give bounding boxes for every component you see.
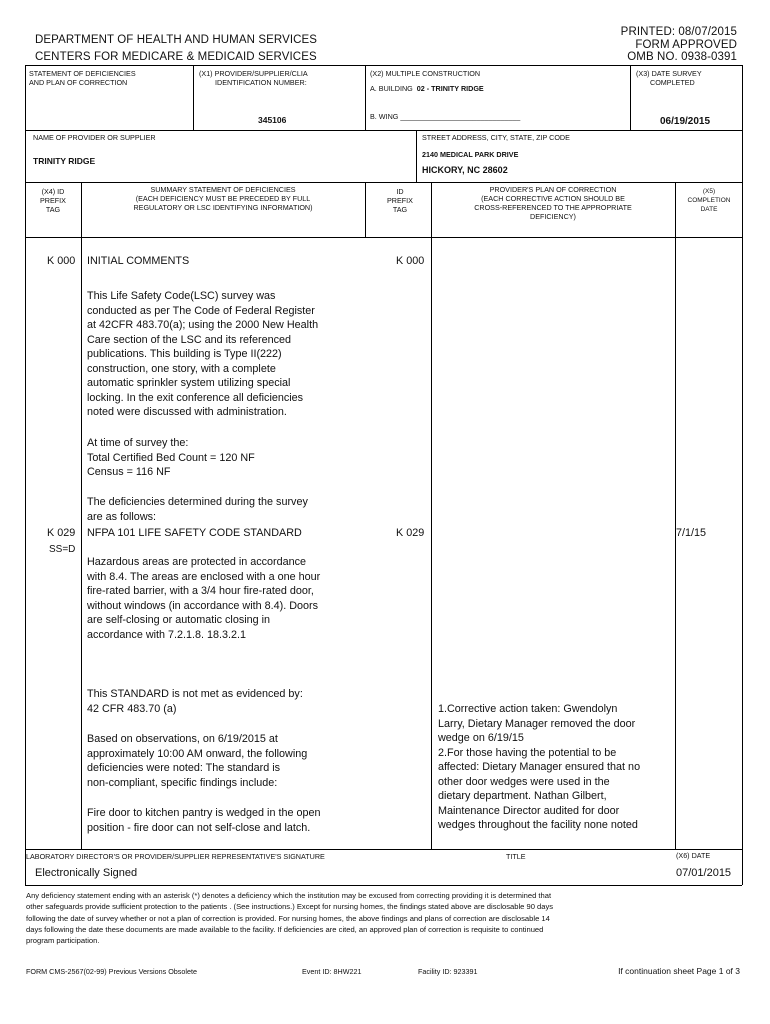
survey-date: 06/19/2015	[660, 116, 711, 127]
x5-header	[676, 187, 742, 214]
building-value: 02 - TRINITY RIDGE	[416, 84, 484, 93]
x1-label-1: (X1) PROVIDER/SUPPLIER/CLIA	[199, 69, 308, 78]
printed-date: PRINTED: 08/07/2015	[620, 26, 737, 38]
k000-tag-right: K 000	[396, 255, 425, 267]
text-line: accordance with 7.2.1.8. 18.3.2.1	[87, 628, 247, 641]
text-line: fire-rated barrier, with a 3/4 hour fire-rated door,	[87, 585, 314, 597]
continuation-page: If continuation sheet Page 1 of 3	[618, 966, 740, 976]
summary-header-line-3: REGULATORY OR LSC IDENTIFYING INFORMATION)	[133, 203, 313, 212]
text-line: automatic sprinkler system utilizing special	[87, 377, 291, 389]
text-line: approximately 10:00 AM onward, the following	[87, 747, 308, 760]
event-id: Event ID: 8HW221	[302, 967, 362, 976]
x6-date-label: (X6) DATE	[676, 851, 711, 860]
id-header-line-1: ID	[396, 187, 404, 196]
signature-bottom	[25, 885, 742, 886]
plan-header-line-1: PROVIDER'S PLAN OF CORRECTION	[489, 185, 617, 194]
text-line: The deficiencies determined during the survey	[87, 496, 308, 508]
k029-paragraph-3	[87, 732, 367, 790]
summary-header	[82, 185, 364, 212]
disclaimer-line: other safeguards provide sufficient protection to the patients . (See instructions.) Except for nursing homes, the findings stated above are disclosable 90 days	[26, 902, 554, 912]
form-id: FORM CMS-2567(02-99) Previous Versions Obsolete	[26, 967, 197, 976]
x4-header-line-2: PREFIX	[40, 196, 66, 205]
summary-header-line-2: (EACH DEFICIENCY MUST BE PRECEDED BY FULL	[135, 194, 311, 203]
disclaimer-line: following the date of survey whether or not a plan of correction is provided. For nursing homes, the above findings and plans of correction are disclosable 14	[26, 913, 550, 923]
text-line: 2.For those having the potential to be	[438, 746, 617, 759]
provider-divider	[25, 182, 742, 183]
x5-header-line-1: (X5)	[702, 188, 716, 195]
k000-paragraph-2	[87, 436, 367, 480]
k029-paragraph-2	[87, 687, 367, 716]
text-line: At time of survey the:	[87, 437, 189, 449]
x4-header-line-1: (X4) ID	[41, 187, 65, 196]
street-address: 2140 MEDICAL PARK DRIVE	[422, 150, 519, 159]
disclaimer-line: days following the date these documents are made available to the facility. If deficiencies are cited, an approved plan of correction is requisite to continued	[26, 924, 544, 934]
form-approved: FORM APPROVED	[635, 39, 737, 51]
provider-number: 345106	[258, 115, 287, 125]
title-label: TITLE	[506, 852, 526, 861]
omb-number: OMB NO. 0938-0391	[627, 51, 737, 63]
text-line: other door wedges were used in the	[438, 775, 610, 788]
text-line: with 8.4. The areas are enclosed with a one hour	[87, 570, 321, 583]
text-line: Maintenance Director audited for door	[438, 804, 620, 817]
id-header-line-3: TAG	[392, 205, 408, 214]
building-label: A. BUILDING	[370, 84, 413, 93]
text-line: non-compliant, specific findings include:	[87, 776, 278, 789]
col-divider-2-header	[365, 182, 366, 237]
city-state-zip: HICKORY, NC 28602	[422, 165, 508, 175]
text-line: This Life Safety Code(LSC) survey was	[87, 290, 276, 302]
k029-tag: K 029	[47, 527, 76, 539]
plan-header	[432, 185, 674, 221]
provider-name-label: NAME OF PROVIDER OR SUPPLIER	[33, 133, 156, 142]
provider-name: TRINITY RIDGE	[33, 156, 96, 166]
signature-date: 07/01/2015	[676, 867, 732, 879]
statement-label-1: STATEMENT OF DEFICIENCIES	[29, 69, 136, 78]
x5-header-line-2: COMPLETION	[687, 197, 731, 204]
department-title: DEPARTMENT OF HEALTH AND HUMAN SERVICES	[35, 34, 318, 46]
text-line: locking. In the exit conference all deficiencies	[87, 391, 304, 404]
col-divider-4	[675, 182, 676, 849]
right-border	[742, 65, 743, 885]
id-header	[375, 187, 425, 214]
text-line: publications. This building is Type II(222)	[87, 348, 282, 360]
top-border	[25, 65, 742, 66]
text-line: Total Certified Bed Count = 120 NF	[87, 451, 255, 464]
k029-scope-severity: SS=D	[49, 544, 76, 555]
divider-x3	[630, 65, 631, 130]
table-bottom	[25, 849, 742, 850]
text-line: Larry, Dietary Manager removed the door	[438, 717, 636, 730]
text-line: at 42CFR 483.70(a); using the 2000 New Health	[87, 319, 319, 331]
text-line: wedges throughout the facility none noted	[438, 819, 638, 831]
x4-header-line-3: TAG	[45, 205, 61, 214]
wing-row	[370, 112, 520, 121]
text-line: affected: Dietary Manager ensured that no	[438, 761, 641, 773]
x3-label-2: COMPLETED	[650, 78, 695, 87]
text-line: This STANDARD is not met as evidenced by:	[87, 688, 303, 700]
text-line: construction, one story, with a complete	[87, 362, 276, 375]
statement-label-2: AND PLAN OF CORRECTION	[29, 78, 128, 87]
text-line: dietary department. Nathan Gilbert,	[438, 790, 607, 802]
x1-label-2: IDENTIFICATION NUMBER:	[215, 78, 307, 87]
text-line: wedge on 6/19/15	[438, 732, 524, 744]
k000-paragraph-1	[87, 289, 367, 420]
text-line: are as follows:	[87, 510, 157, 523]
column-header-divider	[25, 237, 742, 238]
x4-header	[25, 187, 81, 214]
text-line: 1.Corrective action taken: Gwendolyn	[438, 703, 618, 715]
col-divider-3	[431, 182, 432, 849]
text-line: are self-closing or automatic closing in	[87, 614, 271, 626]
disclaimer-line: Any deficiency statement ending with an asterisk (*) denotes a deficiency which the institution may be excused from correcting providing it is determined that	[26, 891, 552, 900]
text-line: Census = 116 NF	[87, 466, 171, 478]
wing-blank: ______________________________	[400, 112, 521, 121]
text-line: Hazardous areas are protected in accordance	[87, 556, 307, 568]
divider-x2	[365, 65, 366, 130]
text-line: Care section of the LSC and its referenced	[87, 333, 292, 346]
k029-paragraph-4	[87, 806, 367, 835]
text-line: position - fire door can not self-close and latch.	[87, 821, 311, 834]
centers-title: CENTERS FOR MEDICARE & MEDICAID SERVICES	[35, 51, 317, 63]
disclaimer	[26, 890, 741, 946]
k029-completion-date: 7/1/15	[676, 527, 707, 539]
electronic-signature: Electronically Signed	[35, 867, 138, 879]
wing-label: B. WING	[370, 112, 399, 121]
k029-paragraph-1	[87, 555, 367, 642]
signature-label: LABORATORY DIRECTOR'S OR PROVIDER/SUPPLIER REPRESENTATIVE'S SIGNATURE	[26, 852, 325, 861]
x3-label-1: (X3) DATE SURVEY	[636, 69, 702, 78]
text-line: deficiencies were noted: The standard is	[87, 762, 281, 774]
text-line: without windows (in accordance with 8.4). Doors	[87, 599, 319, 612]
k000-title: INITIAL COMMENTS	[87, 255, 190, 267]
text-line: Fire door to kitchen pantry is wedged in the open	[87, 807, 321, 819]
building-row	[370, 84, 484, 93]
id-header-line-2: PREFIX	[387, 196, 413, 205]
k029-title: NFPA 101 LIFE SAFETY CODE STANDARD	[87, 527, 302, 539]
text-line: 42 CFR 483.70 (a)	[87, 702, 177, 715]
k000-tag: K 000	[47, 255, 76, 267]
plan-header-line-3: CROSS-REFERENCED TO THE APPROPRIATE	[474, 203, 632, 212]
k000-paragraph-3	[87, 495, 367, 524]
text-line: Based on observations, on 6/19/2015 at	[87, 733, 278, 745]
plan-of-correction	[438, 702, 674, 833]
plan-header-line-2: (EACH CORRECTIVE ACTION SHOULD BE	[481, 194, 625, 203]
x5-header-line-3: DATE	[700, 206, 718, 213]
col-divider-1	[81, 182, 82, 849]
text-line: noted were discussed with administration.	[87, 406, 287, 418]
facility-id: Facility ID: 923391	[418, 967, 478, 976]
summary-header-line-1: SUMMARY STATEMENT OF DEFICIENCIES	[150, 185, 296, 194]
address-label: STREET ADDRESS, CITY, STATE, ZIP CODE	[422, 133, 570, 142]
text-line: conducted as per The Code of Federal Register	[87, 304, 315, 317]
disclaimer-line: program participation.	[26, 936, 100, 946]
divider-address	[416, 130, 417, 182]
plan-header-line-4: DEFICIENCY)	[530, 212, 576, 221]
k029-tag-right: K 029	[396, 527, 425, 539]
divider-x1	[193, 65, 194, 130]
box-divider	[25, 130, 742, 131]
x2-label: (X2) MULTIPLE CONSTRUCTION	[370, 69, 481, 78]
